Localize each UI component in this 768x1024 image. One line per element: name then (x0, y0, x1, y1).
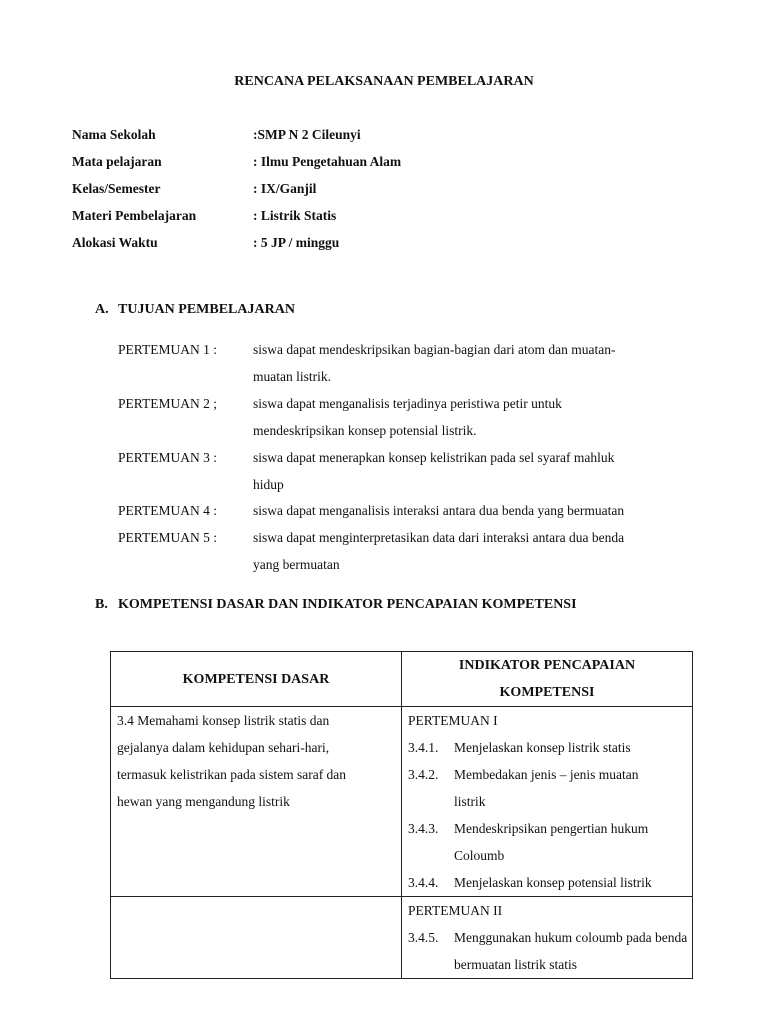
info-label-mata-pelajaran: Mata pelajaran (72, 154, 162, 169)
indicator-text: Menjelaskan konsep potensial listrik (454, 875, 652, 890)
section-a-letter: A. (95, 302, 109, 317)
indicator-text: Menggunakan hukum coloumb pada benda bermuatan listrik statis (454, 930, 688, 972)
kd-cell (111, 707, 402, 897)
kd-line: 3.4 Memahami konsep listrik statis dan (117, 713, 330, 728)
pertemuan-2-text-line2: mendeskripsikan konsep potensial listrik. (253, 423, 477, 438)
info-value-mata-pelajaran: : Ilmu Pengetahuan Alam (253, 154, 402, 169)
header-kompetensi-dasar: KOMPETENSI DASAR (111, 652, 402, 707)
pertemuan-2-label: PERTEMUAN 2 ; (118, 396, 217, 411)
info-value-kelas-semester: : IX/Ganjil (253, 181, 317, 196)
kd-line: hewan yang mengandung listrik (117, 794, 290, 809)
indicator-text: Mendeskripsikan pengertian hukum Coloumb (454, 821, 649, 863)
info-label-kelas-semester: Kelas/Semester (72, 181, 161, 196)
kd-cell-empty (111, 897, 402, 979)
pertemuan-5-label: PERTEMUAN 5 : (118, 530, 217, 545)
competency-table (110, 651, 693, 979)
indicator-item (402, 734, 692, 761)
pertemuan-5-text-line2: yang bermuatan (253, 557, 340, 572)
indicator-text: Menjelaskan konsep listrik statis (454, 740, 631, 755)
kd-line: termasuk kelistrikan pada sistem saraf dan (117, 767, 347, 782)
pertemuan-heading: PERTEMUAN I (408, 713, 498, 728)
info-value-nama-sekolah: :SMP N 2 Cileunyi (253, 127, 361, 142)
pertemuan-4-label: PERTEMUAN 4 : (118, 503, 217, 518)
pertemuan-2-text-line1: siswa dapat menganalisis terjadinya peristiwa petir untuk (253, 396, 562, 411)
pertemuan-1-text-line1: siswa dapat mendeskripsikan bagian-bagian dari atom dan muatan- (253, 342, 616, 357)
section-a-title: TUJUAN PEMBELAJARAN (118, 302, 295, 317)
indicator-number: 3.4.4. (408, 875, 439, 890)
indicator-item (402, 761, 692, 815)
info-value-alokasi-waktu: : 5 JP / minggu (253, 235, 340, 250)
section-b-letter: B. (95, 597, 108, 612)
indicator-text: Membedakan jenis – jenis muatan listrik (454, 767, 639, 809)
info-label-alokasi-waktu: Alokasi Waktu (72, 235, 158, 250)
header-indikator-line1: INDIKATOR PENCAPAIAN (458, 658, 636, 673)
header-indikator-line2: KOMPETENSI (499, 685, 595, 700)
info-label-materi: Materi Pembelajaran (72, 208, 197, 223)
indicator-cell (402, 707, 693, 897)
pertemuan-4-text-line1: siswa dapat menganalisis interaksi antara dua benda yang bermuatan (253, 503, 625, 518)
kd-line: gejalanya dalam kehidupan sehari-hari, (117, 740, 330, 755)
info-value-materi: : Listrik Statis (253, 208, 337, 223)
indicator-number: 3.4.3. (408, 821, 439, 836)
section-b-title: KOMPETENSI DASAR DAN INDIKATOR PENCAPAIAN KOMPETENSI (118, 597, 577, 612)
info-label-nama-sekolah: Nama Sekolah (72, 127, 156, 142)
pertemuan-1-label: PERTEMUAN 1 : (118, 342, 217, 357)
indicator-number: 3.4.2. (408, 767, 439, 782)
indicator-number: 3.4.5. (408, 930, 439, 945)
indicator-item (402, 815, 692, 869)
table-row (111, 707, 693, 897)
indicator-number: 3.4.1. (408, 740, 439, 755)
pertemuan-1-text-line2: muatan listrik. (253, 369, 331, 384)
pertemuan-heading: PERTEMUAN II (408, 903, 503, 918)
pertemuan-3-label: PERTEMUAN 3 : (118, 450, 217, 465)
pertemuan-3-text-line1: siswa dapat menerapkan konsep kelistrikan pada sel syaraf mahluk (253, 450, 615, 465)
pertemuan-5-text-line1: siswa dapat menginterpretasikan data dari interaksi antara dua benda (253, 530, 625, 545)
indicator-item (402, 924, 692, 978)
table-row (111, 897, 693, 979)
page-title: RENCANA PELAKSANAAN PEMBELAJARAN (234, 74, 534, 89)
header-indikator (402, 652, 693, 707)
pertemuan-3-text-line2: hidup (253, 477, 284, 492)
indicator-cell (402, 897, 693, 979)
table-header-row (111, 652, 693, 707)
indicator-item (402, 869, 692, 896)
